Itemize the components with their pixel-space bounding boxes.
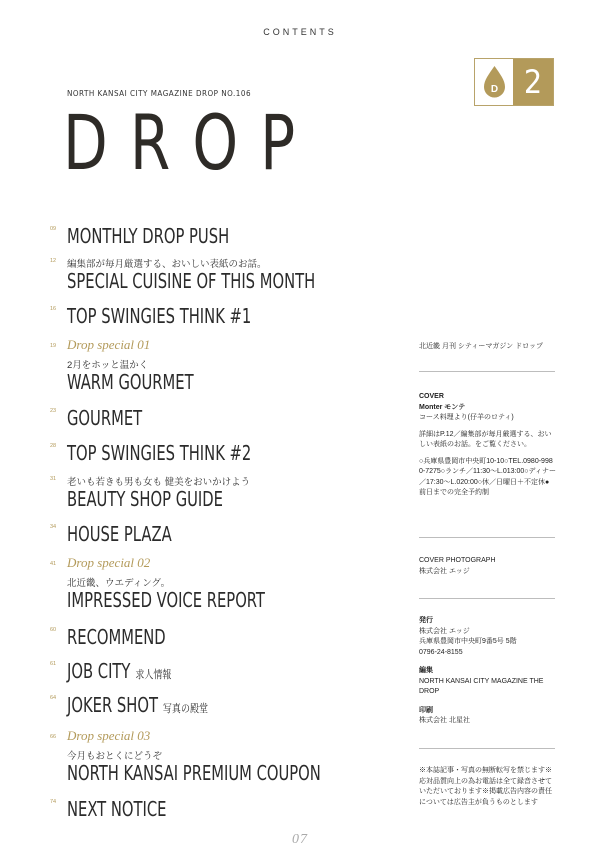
toc-title: WARM GOURMET bbox=[67, 370, 194, 394]
toc-page: 12 bbox=[50, 258, 57, 264]
photo-credit: 株式会社 エッジ bbox=[419, 567, 470, 575]
toc-page: 23 bbox=[50, 408, 57, 414]
issue-number: 2 bbox=[513, 59, 553, 105]
issue-badge bbox=[474, 58, 554, 106]
cover-info bbox=[419, 392, 556, 499]
publisher-label: 発行 bbox=[419, 617, 433, 624]
issue-mark: D bbox=[490, 84, 499, 95]
toc-page: 09 bbox=[50, 226, 57, 232]
toc-title bbox=[67, 693, 208, 717]
toc-page: 66 bbox=[50, 734, 57, 740]
publisher-name: 株式会社 エッジ bbox=[419, 627, 470, 635]
printer-label: 印刷 bbox=[419, 706, 433, 714]
toc-title: NEXT NOTICE bbox=[67, 797, 167, 821]
toc-special: Drop special 01 bbox=[67, 337, 151, 352]
toc-title: BEAUTY SHOP GUIDE bbox=[67, 487, 223, 511]
toc-title-text: JOB CITY bbox=[67, 659, 131, 683]
toc-page: 34 bbox=[50, 524, 57, 530]
toc-page: 28 bbox=[50, 443, 57, 449]
toc-page: 64 bbox=[50, 695, 57, 701]
toc-page: 19 bbox=[50, 343, 57, 349]
toc-lead: 編集部が毎月厳選する、おいしい表紙のお話。 bbox=[67, 259, 267, 270]
legal-notice: ※本誌記事・写真の無断転写を禁じます※応対品質向上の為お電話は全て録音させていただいております※掲載広告内容の責任については広告主が負うものとします bbox=[419, 767, 552, 806]
divider bbox=[419, 748, 555, 749]
divider bbox=[419, 537, 555, 538]
toc-title-suffix: 写真の殿堂 bbox=[162, 703, 209, 715]
toc-page: 41 bbox=[50, 561, 57, 567]
cover-desc: 詳細はP.12／編集部が毎月厳選する、おいしい表紙のお話。をご覧ください。 bbox=[419, 430, 552, 448]
toc-title: IMPRESSED VOICE REPORT bbox=[67, 588, 265, 612]
page-number: 07 bbox=[292, 832, 308, 847]
editor-label: 編集 bbox=[419, 667, 433, 674]
toc-title: TOP SWINGIES THINK #1 bbox=[67, 304, 252, 328]
publisher-tel: 0796-24-8155 bbox=[419, 648, 463, 656]
toc-title-suffix: 求人情報 bbox=[135, 669, 172, 681]
printer-name: 株式会社 北星社 bbox=[419, 717, 470, 724]
toc-special: Drop special 03 bbox=[67, 728, 151, 743]
toc-title: SPECIAL CUISINE OF THIS MONTH bbox=[67, 269, 316, 293]
publisher-address: 兵庫県豊岡市中央町9番5号 5階 bbox=[419, 638, 517, 645]
publisher-block bbox=[419, 616, 556, 727]
divider bbox=[419, 371, 555, 372]
cover-dish: コース料理より(仔羊のロティ) bbox=[419, 414, 514, 421]
toc-title bbox=[67, 659, 171, 683]
drop-logo: DROP bbox=[63, 98, 318, 187]
toc-title: NORTH KANSAI PREMIUM COUPON bbox=[67, 761, 321, 785]
magazine-line: 北近畿 月刊 シティーマガジン ドロップ bbox=[419, 343, 543, 350]
toc-lead: 今月もおとくにどうぞ bbox=[67, 751, 163, 762]
toc-lead: 2月をホッと温かく bbox=[67, 360, 149, 371]
toc-lead: 北近畿、ウエディング。 bbox=[67, 578, 171, 589]
cover-label: COVER bbox=[419, 393, 444, 400]
toc-title: RECOMMEND bbox=[67, 625, 166, 649]
toc-title: GOURMET bbox=[67, 406, 143, 430]
toc-title: HOUSE PLAZA bbox=[67, 522, 172, 546]
toc-special: Drop special 02 bbox=[67, 555, 151, 570]
photo-label: COVER PHOTOGRAPH bbox=[419, 557, 496, 564]
toc-title: MONTHLY DROP PUSH bbox=[67, 224, 230, 248]
contents-label: CONTENTS bbox=[263, 27, 337, 37]
toc-page: 31 bbox=[50, 476, 57, 482]
photo-credit-block bbox=[419, 556, 556, 577]
toc-page: 16 bbox=[50, 306, 57, 312]
toc-title: TOP SWINGIES THINK #2 bbox=[67, 441, 252, 465]
toc-title-text: JOKER SHOT bbox=[67, 693, 158, 717]
toc-page: 60 bbox=[50, 627, 57, 633]
drop-icon bbox=[475, 59, 514, 105]
divider bbox=[419, 598, 555, 599]
toc-page: 61 bbox=[50, 661, 57, 667]
cover-name: Monter モンテ bbox=[419, 403, 466, 411]
editor-name: NORTH KANSAI CITY MAGAZINE THE DROP bbox=[419, 677, 544, 695]
cover-address: ○兵庫県豊岡市中央町10-10○TEL.0980-9980-7275○ランチ／11:30～L.013:00○ディナー／17:30～L.020:00○休／日曜日＋不定休●前日までの完全予約制 bbox=[419, 457, 556, 496]
toc-page: 74 bbox=[50, 799, 57, 805]
toc-lead: 老いも若きも男も女も 健美をおいかけよう bbox=[67, 477, 251, 488]
magazine-subtitle: NORTH KANSAI CITY MAGAZINE DROP NO.106 bbox=[67, 89, 252, 98]
